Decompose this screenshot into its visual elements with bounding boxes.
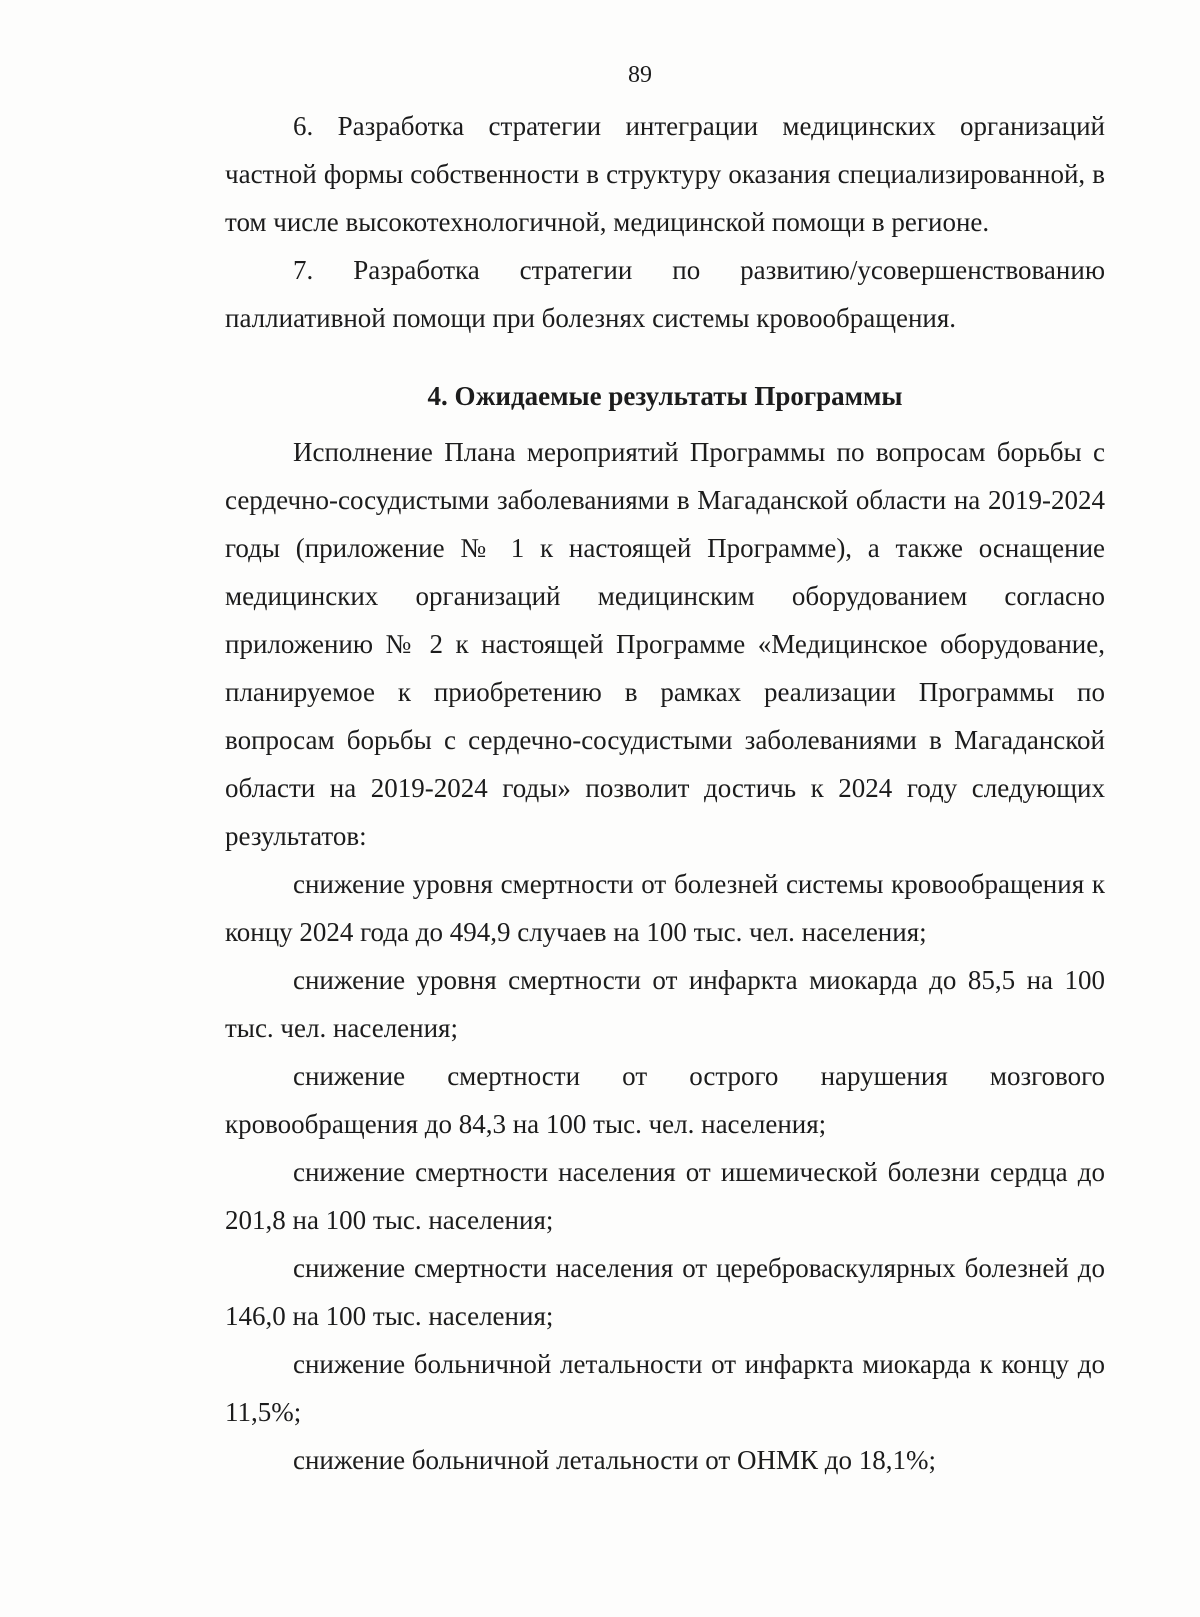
result-item: снижение уровня смертности от болезней системы кровообращения к концу 2024 года до 494,9 случаев на 100 тыс. чел. населения; xyxy=(225,869,1105,947)
intro-paragraph: Исполнение Плана мероприятий Программы по вопросам борьбы с сердечно-сосудистыми заболеваниями в Магаданской области на 2019-2024 годы (приложение № 1 к настоящей Программе), а также оснащение медицинских организаций медицинским оборудованием согласно приложению № 2 к настоящей Программе «Медицинское оборудование, планируемое к приобретению в рамках реализации Программы по вопросам борьбы с сердечно-сосудистыми заболеваниями в Магаданской области на 2019-2024 годы» позволит достичь к 2024 году следующих результатов: xyxy=(225,437,1105,851)
word: 7. xyxy=(293,255,314,285)
results-section xyxy=(225,428,1105,1484)
word: от xyxy=(622,1061,648,1091)
result-item: снижение смертности населения от цереброваскулярных болезней до 146,0 на 100 тыс. населения; xyxy=(225,1253,1105,1331)
word: смертности xyxy=(447,1061,581,1091)
list-item-7-continuation: паллиативной помощи при болезнях системы кровообращения. xyxy=(225,303,957,333)
list-item-6: 6. Разработка стратегии интеграции медицинских организаций частной формы собственности в структуру оказания специализированной, в том числе высокотехнологичной, медицинской помощи в регионе. xyxy=(225,111,1105,237)
strategy-list xyxy=(225,102,1105,342)
word: мозгового xyxy=(989,1061,1105,1091)
word: по xyxy=(672,255,701,285)
word: острого xyxy=(689,1061,779,1091)
result-item-3-first-line xyxy=(225,1052,1105,1100)
word: нарушения xyxy=(820,1061,948,1091)
result-item: снижение больничной летальности от инфаркта миокарда к концу до 11,5%; xyxy=(225,1349,1105,1427)
result-item: снижение больничной летальности от ОНМК до 18,1%; xyxy=(293,1445,936,1475)
result-item: снижение смертности населения от ишемической болезни сердца до 201,8 на 100 тыс. населения; xyxy=(225,1157,1105,1235)
word: снижение xyxy=(293,1061,406,1091)
result-item: снижение уровня смертности от инфаркта миокарда до 85,5 на 100 тыс. чел. населения; xyxy=(225,965,1105,1043)
word: развитию/усовершенствованию xyxy=(740,255,1105,285)
page-number: 89 xyxy=(628,62,652,88)
word: стратегии xyxy=(519,255,633,285)
result-item-3-continuation: кровообращения до 84,3 на 100 тыс. чел. населения; xyxy=(225,1109,827,1139)
list-item-7-first-line xyxy=(225,246,1105,294)
word: Разработка xyxy=(353,255,480,285)
section-heading: 4. Ожидаемые результаты Программы xyxy=(427,381,903,411)
